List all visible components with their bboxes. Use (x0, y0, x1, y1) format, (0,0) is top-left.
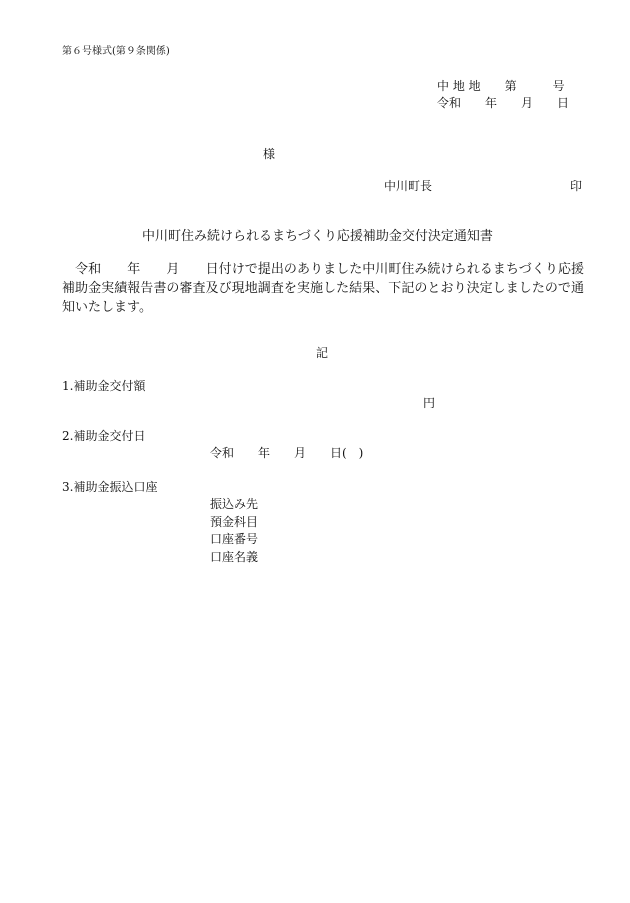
document-title: 中川町住み続けられるまちづくり応援補助金交付決定通知書 (142, 229, 493, 244)
item-account-label: 3.補助金振込口座 (62, 480, 158, 494)
item-date-value: 令和 年 月 日( ) (210, 446, 364, 460)
sender-name: 中川町長 (384, 179, 433, 193)
account-field-bank: 振込み先 (210, 497, 259, 511)
issue-date: 令和 年 月 日 (437, 96, 570, 110)
account-field-holder: 口座名義 (210, 550, 259, 564)
account-field-number: 口座番号 (210, 532, 259, 546)
form-number: 第６号様式(第９条関係) (62, 46, 170, 57)
item-amount-unit: 円 (423, 396, 436, 410)
reference-number: 中 地 地 第 号 (437, 79, 565, 93)
seal-mark: 印 (570, 179, 583, 193)
ki-heading: 記 (316, 346, 329, 360)
account-field-type: 預金科目 (210, 515, 259, 529)
body-paragraph: 令和 年 月 日付けで提出のありました中川町住み続けられるまちづくり応援補助金実績報告書の審査及び現地調査を実施した結果、下記のとおり決定しましたので通知いたします。 (62, 262, 584, 315)
item-date-label: 2.補助金交付日 (62, 429, 146, 443)
item-amount-label: 1.補助金交付額 (62, 379, 146, 393)
addressee-honorific: 様 (263, 147, 276, 161)
